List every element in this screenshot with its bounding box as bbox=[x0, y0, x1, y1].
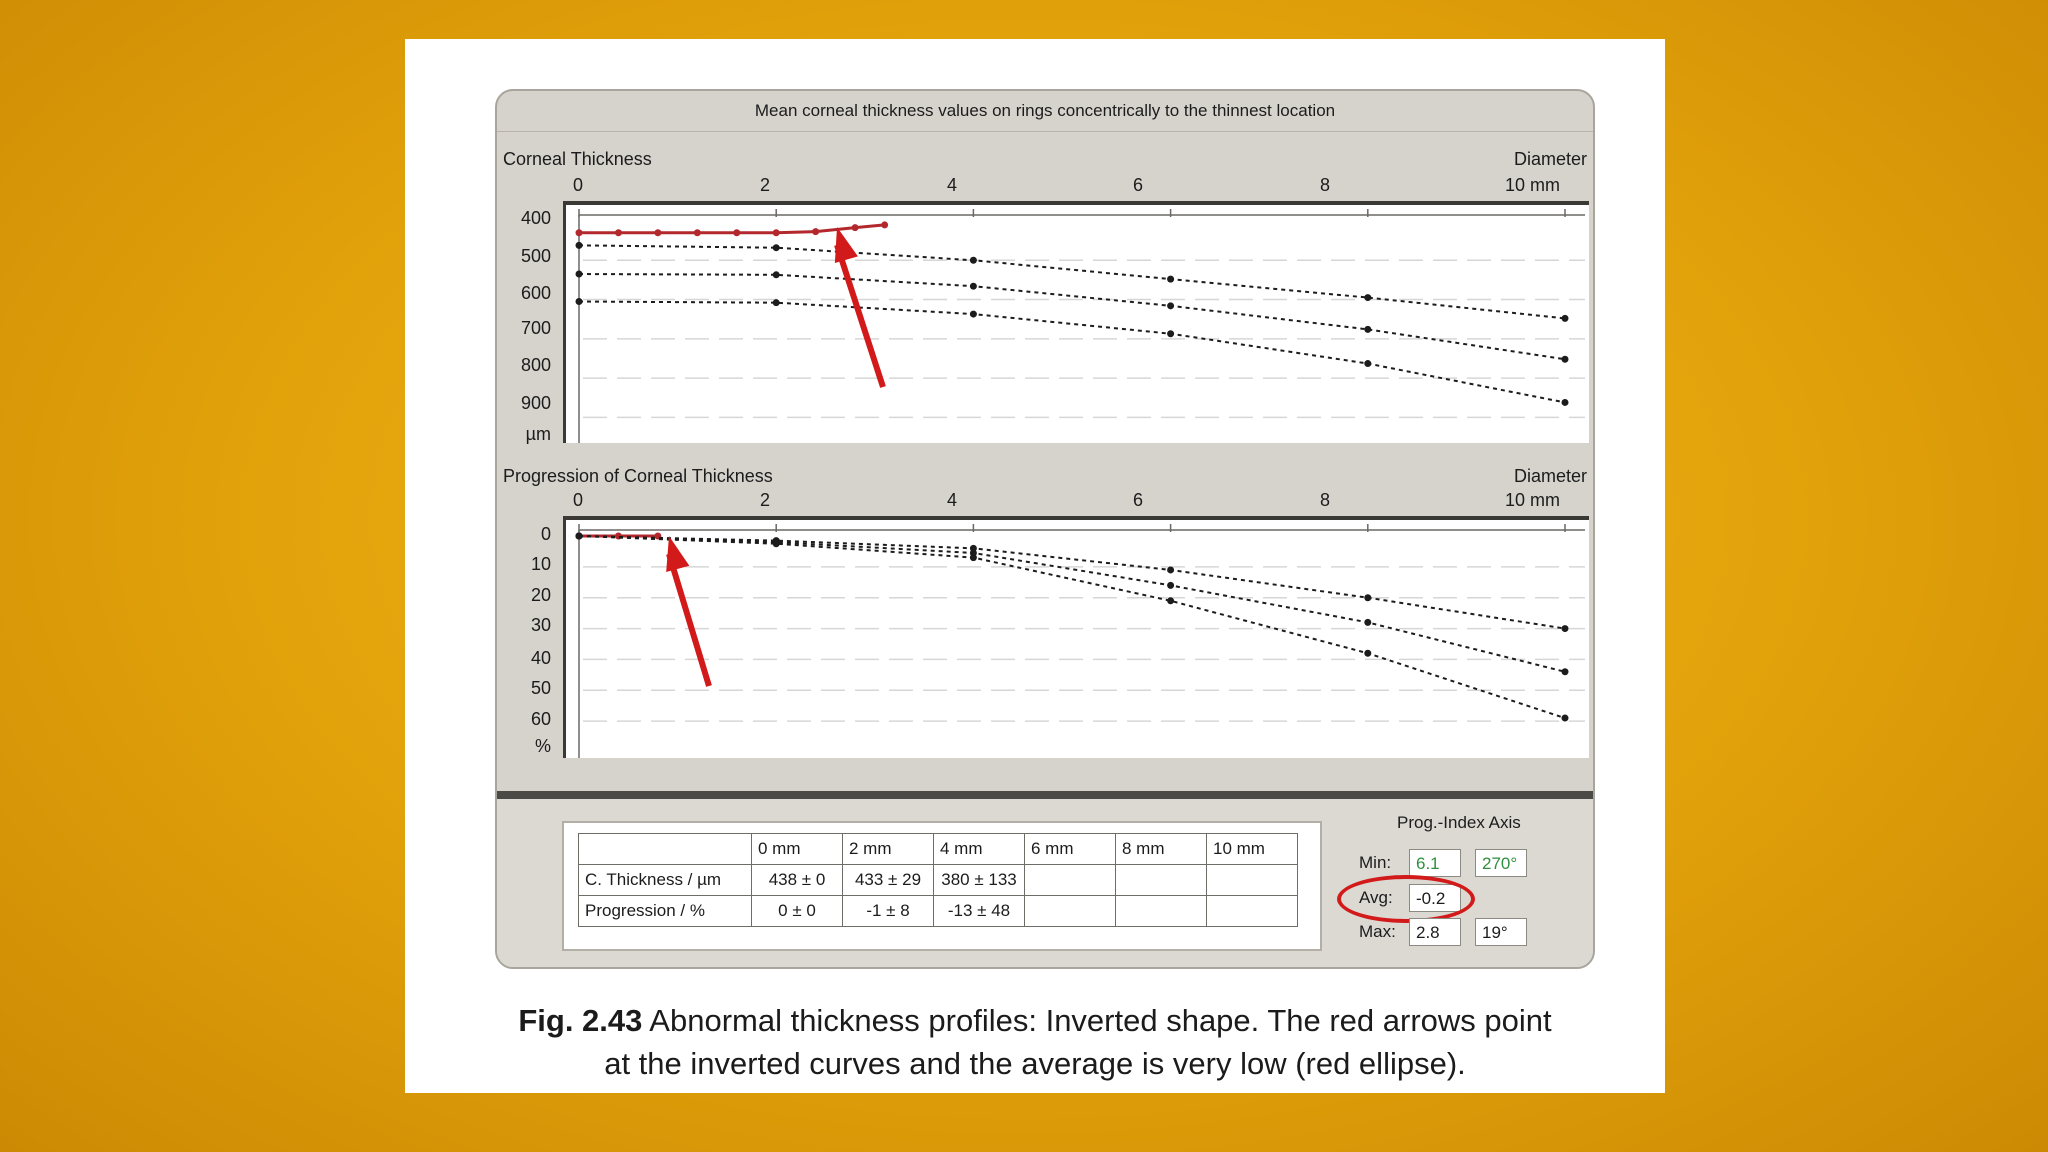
y-tick-label: 30 bbox=[530, 615, 551, 635]
table-header-cell: 8 mm bbox=[1116, 834, 1207, 865]
data-point bbox=[970, 554, 977, 561]
x-tick-label: 10 mm bbox=[1505, 175, 1561, 195]
data-point bbox=[773, 299, 780, 306]
y-unit-label: % bbox=[534, 736, 551, 756]
data-point bbox=[1364, 619, 1371, 626]
prog-index-title: Prog.-Index Axis bbox=[1397, 813, 1521, 832]
data-point bbox=[576, 229, 583, 236]
highlight-ellipse bbox=[1337, 875, 1475, 923]
data-point bbox=[1167, 302, 1174, 309]
avg-value-field[interactable]: -0.2 bbox=[1409, 884, 1461, 912]
y-tick-label: 600 bbox=[520, 283, 551, 303]
thickness-plot-area bbox=[563, 201, 1589, 443]
data-point bbox=[773, 229, 780, 236]
prog-index-panel bbox=[1347, 809, 1577, 959]
x-tick-label: 8 bbox=[1320, 175, 1331, 195]
max-axis-field[interactable]: 19° bbox=[1475, 918, 1527, 946]
data-point bbox=[1562, 399, 1569, 406]
data-point bbox=[1562, 356, 1569, 363]
data-point bbox=[852, 224, 859, 231]
y-tick-label: 0 bbox=[540, 524, 551, 544]
chart-title-progression: Progression of Corneal Thickness bbox=[503, 466, 773, 486]
y-tick-label: 40 bbox=[530, 648, 551, 668]
data-point bbox=[654, 229, 661, 236]
data-point bbox=[576, 533, 583, 540]
y-tick-label: 20 bbox=[530, 585, 551, 605]
y-tick-label: 400 bbox=[520, 208, 551, 228]
y-tick-label: 900 bbox=[520, 393, 551, 413]
series-line-2 bbox=[579, 274, 1565, 359]
data-point bbox=[773, 271, 780, 278]
progression-chart bbox=[563, 516, 1589, 758]
chart-title-thickness: Corneal Thickness bbox=[503, 149, 652, 169]
table-cell bbox=[1207, 865, 1298, 896]
data-point bbox=[1364, 650, 1371, 657]
data-point bbox=[812, 228, 819, 235]
plot-left-border bbox=[563, 516, 566, 758]
progression-plot-area bbox=[563, 516, 1589, 758]
x-tick-label: 4 bbox=[947, 490, 958, 510]
table-header-cell: 0 mm bbox=[752, 834, 843, 865]
caption-line-2: at the inverted curves and the average is very low (red ellipse). bbox=[604, 1046, 1466, 1081]
annotation-arrow-head bbox=[835, 227, 858, 263]
data-point bbox=[1562, 715, 1569, 722]
data-point bbox=[1167, 276, 1174, 283]
data-point bbox=[1364, 294, 1371, 301]
table-header-cell: 2 mm bbox=[843, 834, 934, 865]
annotation-arrow-head bbox=[666, 536, 689, 572]
y-tick-label: 800 bbox=[520, 355, 551, 375]
table-row-label: C. Thickness / µm bbox=[579, 865, 752, 896]
figure-panel bbox=[405, 39, 1665, 1093]
data-point bbox=[733, 229, 740, 236]
data-point bbox=[1562, 315, 1569, 322]
thickness-chart bbox=[563, 201, 1589, 443]
x-tick-label: 6 bbox=[1133, 490, 1144, 510]
x-tick-label: 8 bbox=[1320, 490, 1331, 510]
table-cell bbox=[1116, 865, 1207, 896]
data-point bbox=[1364, 326, 1371, 333]
y-tick-label: 60 bbox=[530, 709, 551, 729]
y-tick-label: 500 bbox=[520, 246, 551, 266]
plot-top-border bbox=[563, 516, 1589, 520]
data-point bbox=[970, 311, 977, 318]
data-point bbox=[1562, 625, 1569, 632]
table-cell: -13 ± 48 bbox=[934, 896, 1025, 927]
table-cell bbox=[1025, 865, 1116, 896]
values-table bbox=[578, 833, 1298, 927]
series-line-2 bbox=[579, 536, 1565, 672]
table-row-label: Progression / % bbox=[579, 896, 752, 927]
table-cell: -1 ± 8 bbox=[843, 896, 934, 927]
max-value-field[interactable]: 2.8 bbox=[1409, 918, 1461, 946]
table-cell bbox=[1207, 896, 1298, 927]
table-cell: 438 ± 0 bbox=[752, 865, 843, 896]
figure-caption bbox=[405, 999, 1665, 1085]
avg-label: Avg: bbox=[1359, 888, 1393, 907]
max-label: Max: bbox=[1359, 922, 1396, 941]
data-point bbox=[970, 283, 977, 290]
data-point bbox=[1364, 594, 1371, 601]
table-header-cell bbox=[579, 834, 752, 865]
annotation-arrow-shaft bbox=[669, 554, 709, 686]
x-tick-label: 0 bbox=[573, 175, 584, 195]
data-point bbox=[1167, 582, 1174, 589]
data-point bbox=[1167, 566, 1174, 573]
table-header-cell: 10 mm bbox=[1207, 834, 1298, 865]
caption-figure-number: Fig. 2.43 bbox=[518, 1003, 643, 1038]
window-title: Mean corneal thickness values on rings concentrically to the thinnest location bbox=[497, 91, 1593, 132]
panel-separator[interactable] bbox=[497, 791, 1593, 799]
x-tick-label: 0 bbox=[573, 490, 584, 510]
lower-panel bbox=[497, 799, 1593, 969]
x-tick-label: 2 bbox=[760, 175, 771, 195]
data-point bbox=[773, 244, 780, 251]
data-point bbox=[970, 257, 977, 264]
data-point bbox=[694, 229, 701, 236]
data-point bbox=[1167, 597, 1174, 604]
series-line-3 bbox=[579, 302, 1565, 403]
y-tick-label: 10 bbox=[530, 554, 551, 574]
x-tick-label: 6 bbox=[1133, 175, 1144, 195]
data-point bbox=[773, 540, 780, 547]
min-axis-field[interactable]: 270° bbox=[1475, 849, 1527, 877]
x-tick-label: 2 bbox=[760, 490, 771, 510]
table-header-row bbox=[579, 834, 1298, 865]
x-tick-label: 10 mm bbox=[1505, 490, 1561, 510]
table-cell: 433 ± 29 bbox=[843, 865, 934, 896]
diameter-label-thickness: Diameter bbox=[1513, 149, 1587, 169]
table-cell: 0 ± 0 bbox=[752, 896, 843, 927]
table-cell bbox=[1025, 896, 1116, 927]
table-frame bbox=[562, 821, 1322, 951]
caption-line-1: Abnormal thickness profiles: Inverted shape. The red arrows point bbox=[649, 1003, 1552, 1038]
data-point bbox=[881, 221, 888, 228]
data-point bbox=[1364, 360, 1371, 367]
data-point bbox=[576, 298, 583, 305]
plot-top-border bbox=[563, 201, 1589, 205]
table-row bbox=[579, 896, 1298, 927]
table-header-cell: 4 mm bbox=[934, 834, 1025, 865]
series-line-1 bbox=[579, 245, 1565, 318]
diameter-label-progression: Diameter bbox=[1513, 466, 1587, 486]
table-cell bbox=[1116, 896, 1207, 927]
table-row bbox=[579, 865, 1298, 896]
table-cell: 380 ± 133 bbox=[934, 865, 1025, 896]
plot-left-border bbox=[563, 201, 566, 443]
min-value-field[interactable]: 6.1 bbox=[1409, 849, 1461, 877]
annotation-arrow-shaft bbox=[837, 245, 883, 387]
data-point bbox=[615, 229, 622, 236]
data-point bbox=[1562, 668, 1569, 675]
y-tick-label: 50 bbox=[530, 678, 551, 698]
app-window bbox=[495, 89, 1595, 969]
y-tick-label: 700 bbox=[520, 318, 551, 338]
data-point bbox=[1167, 330, 1174, 337]
data-point bbox=[576, 242, 583, 249]
table-header-cell: 6 mm bbox=[1025, 834, 1116, 865]
x-tick-label: 4 bbox=[947, 175, 958, 195]
min-label: Min: bbox=[1359, 853, 1392, 872]
data-point bbox=[576, 271, 583, 278]
y-unit-label: µm bbox=[525, 424, 551, 444]
series-line-1 bbox=[579, 536, 1565, 629]
